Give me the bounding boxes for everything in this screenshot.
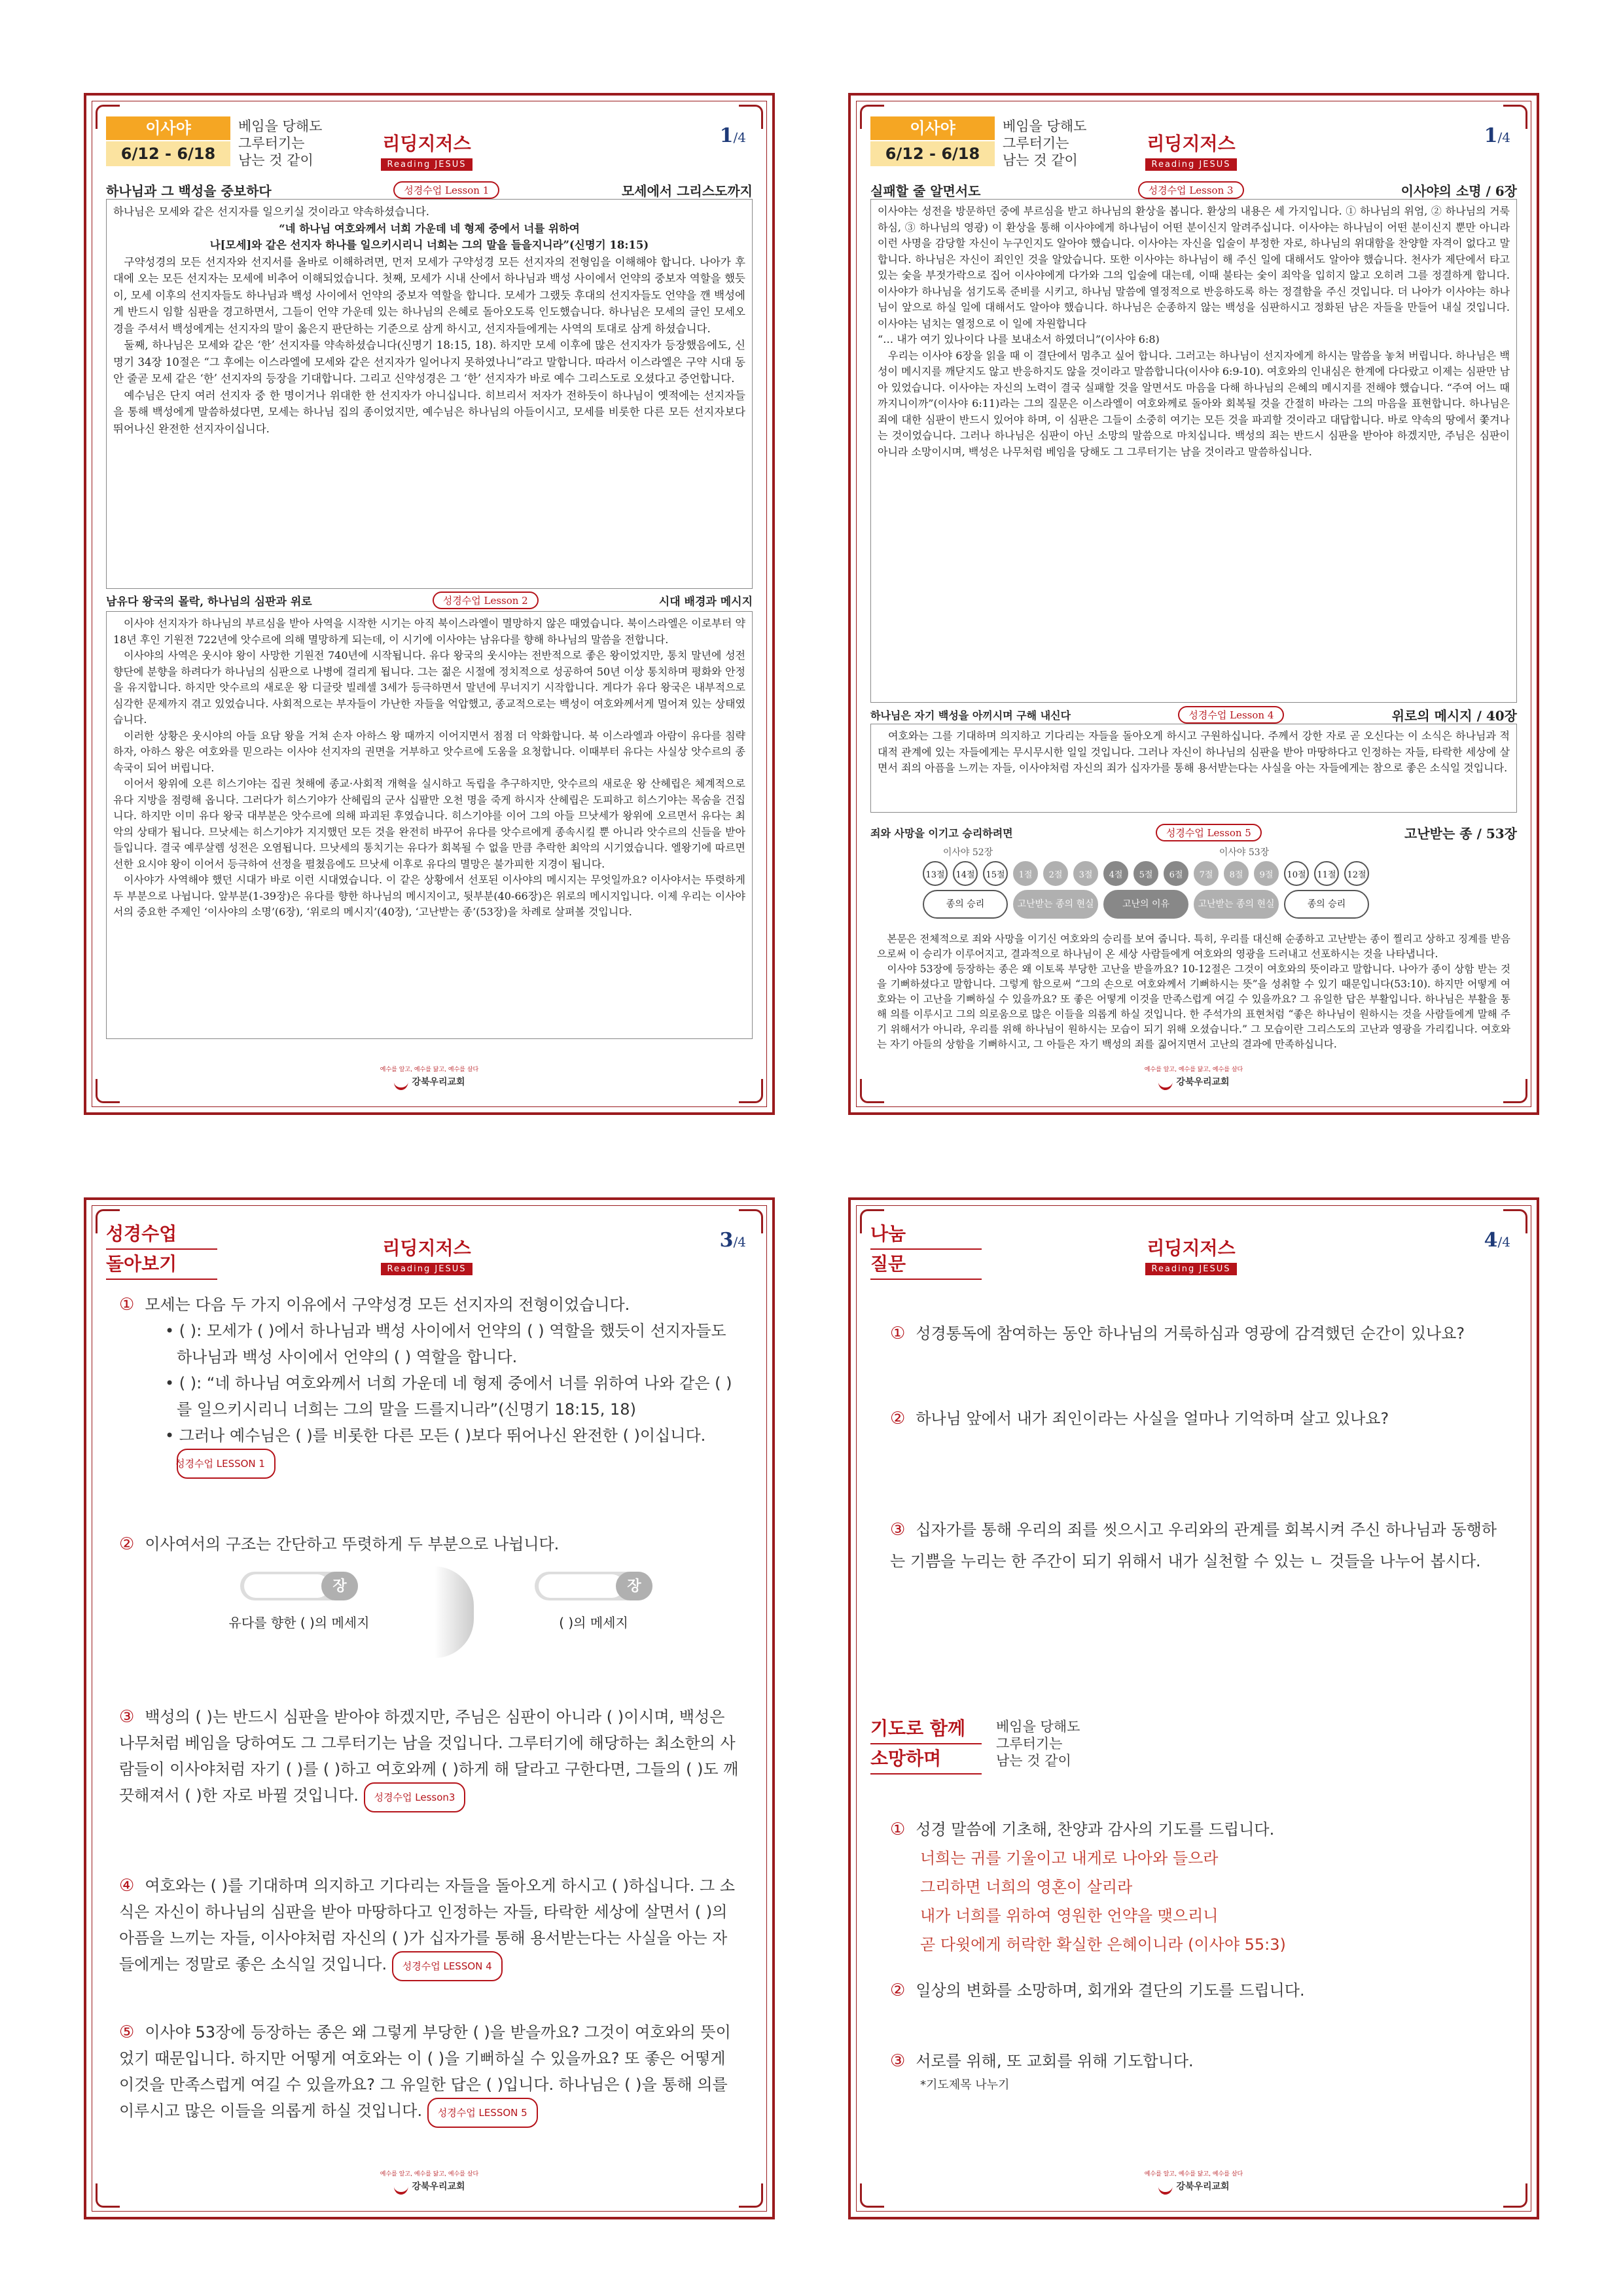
scripture-quote: “… 내가 여기 있나이다 나를 보내소서 하였더니”(이사야 6:8) — [878, 333, 1160, 345]
date-tag: 6/12 - 6/18 — [106, 141, 230, 166]
section-subheading: 위로의 메시지 / 40장 — [1391, 708, 1517, 724]
brand — [374, 130, 479, 171]
brand-title: 리딩지저스 — [382, 1237, 471, 1259]
question-number: ② — [119, 1534, 135, 1554]
section-title — [870, 1714, 982, 1775]
fill-in-blank[interactable]: • ( ): “네 하나님 여호와께서 너희 가운데 네 형제 중에서 너를 위하여 나와 같은 ( )를 일으키시리니 너희는 그의 말을 드를지니라”(신명기 18:15, 18) — [165, 1374, 732, 1419]
theme-pill: 종의 승리 — [923, 890, 1008, 919]
verse-line: 그루터기는 — [1003, 135, 1069, 151]
bullet-list — [119, 1318, 740, 1479]
scripture-quote: 나[모세]와 같은 선지자 하나를 일으키시리니 너희는 그의 말을 들을지니라”(신명기 18:15) — [209, 239, 649, 251]
page-number-value: 1 — [719, 124, 734, 147]
lesson-badge: 성경수업 Lesson 3 — [1138, 181, 1244, 199]
prayer-number: ① — [890, 1820, 906, 1839]
prayer-text: 서로를 위해, 또 교회를 위해 기도합니다. — [916, 2052, 1194, 2070]
date-tag: 6/12 - 6/18 — [870, 141, 995, 166]
fill-in-blank[interactable]: • ( ): 모세가 ( )에서 하나님과 백성 사이에서 언약의 ( ) 역할을 했듯이 선지자들도 하나님과 백성 사이에서 언약의 ( ) 역할을 합니다. — [165, 1322, 726, 1366]
text-box — [106, 611, 753, 1039]
paragraph: 이사야의 사역은 웃시야 왕이 사망한 기원전 740년에 시작됩니다. 유다 왕국의 웃시야는 전반적으로 좋은 왕이었지만, 통치 말년에 성전 향단에 분향을 하려다가 하나님의 심판으로 나병에 걸리게 됩니다. 그는 젊은 시절에 정치적으로 성공하여 50년 이상 통치하며 평화와 안정을 유지합니다. 하지만 앗수르의 새로운 왕 디글랏 빌레셀 3세가 등극하면서 말년에 무너지기 시작합니다. 게다가 유다 왕국은 내부적으로 심각한 문제까지 겪고 있었습니다. 사회적으로는 부자들이 가난한 자들을 억압했고, 종교적으로는 백성이 여호와께서게 멀어져 있는 상태였습니다. — [113, 649, 745, 726]
text-box — [106, 199, 753, 589]
verse-line: 베임을 당해도 — [996, 1719, 1080, 1735]
question-text: 성경통독에 참여하는 동안 하나님의 거룩하심과 영광에 감격했던 순간이 있나요? — [916, 1324, 1465, 1343]
structure-left — [185, 1572, 414, 1631]
church-logo — [380, 2169, 478, 2197]
verse-lines — [238, 118, 322, 169]
paragraph: 이사야가 사역해야 했던 시대가 바로 이런 시대였습니다. 이 같은 상황에서 선포된 이사야의 메시지는 무엇일까요? 이사야서는 뚜렷하게 두 부분으로 나뉩니다. 앞부분(1-39장)은 유다를 향한 하나님의 메시지이고, 뒷부분(40-66장)은 위로의 메시지입니다. 이제 우리는 이사야서의 중요한 주제인 ‘이사야의 소명’(6장), ‘위로의 메시지’(40장), ‘고난받는 종’(53장)을 차례로 살펴볼 것입니다. — [113, 874, 745, 918]
verse-circle: 3절 — [1073, 861, 1098, 886]
verse-line: 남는 것 같이 — [238, 152, 313, 168]
page-number-value: 1 — [1484, 124, 1498, 147]
logo-tagline: 예수를 알고, 예수를 닮고, 예수를 살다 — [1144, 2171, 1243, 2178]
sharing-question-1 — [890, 1318, 1497, 1349]
chapter-range-field[interactable] — [535, 1572, 652, 1600]
verse-circle: 13절 — [923, 861, 948, 886]
verse-line: 남는 것 같이 — [996, 1753, 1071, 1769]
chapter-unit: 장 — [321, 1572, 358, 1600]
structure-caption: ( )의 메세지 — [559, 1615, 628, 1631]
sharing-question-3 — [890, 1514, 1497, 1577]
verse-lines — [1003, 118, 1086, 169]
verse-circle: 2절 — [1043, 861, 1068, 886]
corner-ornament — [860, 2183, 884, 2208]
page-total: /4 — [733, 1234, 746, 1250]
question-text: 십자가를 통해 우리의 죄를 씻으시고 우리와의 관계를 회복시켜 주신 하나님과 동행하는 기쁨을 누리는 한 주간이 되기 위해서 내가 실천할 수 있는 ㄴ 것들을 나누어 봅시다. — [890, 1521, 1497, 1570]
chapter-unit: 장 — [616, 1572, 652, 1600]
chapter-range-field[interactable] — [240, 1572, 358, 1600]
review-question-4 — [119, 1873, 740, 1981]
logo-tagline: 예수를 알고, 예수를 닮고, 예수를 살다 — [1144, 1067, 1243, 1073]
prayer-number: ② — [890, 1981, 906, 2000]
section-subheading: 고난받는 종 / 53장 — [1404, 826, 1517, 841]
verse-circle: 12절 — [1344, 861, 1369, 886]
question-text[interactable]: 여호와는 ( )를 기대하며 의지하고 기다리는 자들을 돌아오게 하시고 ( )하십니다. 그 소식은 자신이 하나님의 심판을 받아 마땅하다고 인정하는 자들, 타락한 세상에 살면서 ( )의 아픔을 느끼는 자들, 이사야처럼 자신의 ( )가 십자가를 통해 용서받는다는 사실을 아는 자들에게는 정말로 좋은 소식일 것입니다. — [119, 1877, 736, 1973]
paragraph: 본문은 전체적으로 죄와 사망을 이기신 여호와의 승리를 보여 줍니다. 특히, 우리를 대신해 순종하고 고난받는 종이 찔리고 상하고 징계를 받음으로써 이 승리가 이루어지고, 결과적으로 하나님이 온 세상 사람들에게 여호와의 영광을 드러내고 선포하시는 것을 나타냅니다. — [877, 933, 1510, 960]
logo-name: 강북우리교회 — [1176, 2181, 1230, 2192]
logo-name: 강북우리교회 — [412, 1077, 465, 1087]
lesson-badge: 성경수업 Lesson 2 — [433, 592, 539, 609]
verse-circle: 11절 — [1314, 861, 1339, 886]
verse-line: 남는 것 같이 — [1003, 152, 1078, 168]
corner-ornament — [96, 2183, 120, 2208]
paragraph: 여호와는 그를 기대하며 의지하고 기다리는 자들을 돌아오게 하시고 구원하십니다. 주께서 강한 자로 곧 오신다는 이 소식은 하나님과 적대적 관계에 있는 자들에게는 무시무시한 일일 것입니다. 그러나 자신이 하나님의 심판을 받아 마땅하다고 인정하는 자들, 타락한 세상에 살면서 죄의 아픔을 느끼는 자들, 이사야처럼 자신의 죄가 십자가를 통해 용서받는다는 사실을 아는 자들에게는 참으로 좋은 소식일 것입니다. — [878, 730, 1510, 774]
section-heading: 하나님과 그 백성을 중보하다 — [106, 183, 272, 199]
divider-arc — [435, 1566, 474, 1658]
theme-pill: 종의 승리 — [1284, 890, 1369, 919]
brand-subtitle: Reading JESUS — [1145, 1263, 1238, 1275]
lesson-badge: 성경수업 Lesson3 — [364, 1782, 466, 1812]
logo-mark-icon — [393, 1073, 408, 1090]
page-3 — [84, 1197, 775, 2219]
page-number — [1484, 1229, 1510, 1252]
review-question-1 — [119, 1292, 740, 1479]
blank-field[interactable] — [539, 1574, 624, 1598]
scripture-line: 곧 다윗에게 허락한 확실한 은혜이니라 (이사야 55:3) — [920, 1935, 1286, 1954]
logo-tagline: 예수를 알고, 예수를 닮고, 예수를 살다 — [380, 2171, 479, 2178]
corner-ornament — [739, 1079, 763, 1103]
corner-ornament — [1503, 2183, 1527, 2208]
section-title — [870, 1220, 982, 1280]
chapter-label: 이사야 53장 — [1219, 847, 1270, 858]
section-heading: 하나님은 자기 백성을 아끼시며 구해 내신다 — [870, 709, 1071, 722]
page-total: /4 — [733, 130, 746, 145]
page-total: /4 — [1497, 130, 1510, 145]
prayer-1 — [890, 1815, 1504, 1959]
question-number: ③ — [119, 1707, 135, 1727]
page-number — [1484, 124, 1510, 147]
page-number — [720, 1229, 746, 1252]
prayer-scripture — [890, 1844, 1504, 1959]
prayer-number: ③ — [890, 2051, 906, 2071]
verse-circle: 1절 — [1013, 861, 1038, 886]
paragraph: 이사야 53장에 등장하는 종은 왜 이토록 부당한 고난을 받을까요? 10-12절은 그것이 여호와의 뜻이라고 말합니다. 나아가 종이 상함 받는 것을 기뻐하셨다고 말합니다. 그렇게 함으로써 “그의 손으로 여호와께서 기뻐하시는 뜻”을 성취할 수 있기 때문입니다(53:10). 하지만 어떻게 여호와는 이 고난을 기뻐하실 수 있을까요? 또 좋은 어떻게 이것을 만족스럽게 여길 수 있을까요? 그 유일한 답은 부활입니다. 하나님은 부활을 통해 의를 이루시고 그의 의로움으로 많은 이들을 의롭게 하실 것입니다. 한 주석가의 표현처럼 “좋은 하나님이 원하시는 것을 사람들에게 말해 주기 위해서가 아니라, 우리를 위해 하나님이 원하시는 모습이 되기 위해 오셨습니다.” 그 모습이란 그리스도의 고난과 영광을 가리킵니다. 여호와는 자기 아들의 상함을 기뻐하시고, 그 아들은 자기 백성의 죄를 짊어지면서 고난의 결과에 만족하십니다. — [877, 963, 1510, 1050]
fill-in-text: • 그러나 예수님은 ( )를 비롯한 다른 모든 ( )보다 뛰어나신 완전한 ( )이십니다. — [165, 1426, 706, 1445]
section-title-line: 성경수업 — [106, 1220, 217, 1250]
page-number-value: 4 — [1484, 1229, 1498, 1252]
lesson-badge: 성경수업 LESSON 1 — [177, 1449, 276, 1479]
logo-name: 강북우리교회 — [1176, 1077, 1230, 1087]
question-text: 이사여서의 구조는 간단하고 뚜렷하게 두 부분으로 나뉩니다. — [145, 1535, 560, 1553]
question-number: ⑤ — [119, 2022, 135, 2042]
scripture-quote: “네 하나님 여호와께서 너희 가운데 네 형제 중에서 너를 위하여 — [279, 222, 580, 235]
theme-pill: 고난받는 종의 현실 — [1194, 890, 1279, 919]
question-number: ① — [890, 1324, 906, 1343]
logo-tagline: 예수를 알고, 예수를 닮고, 예수를 살다 — [380, 1067, 479, 1073]
section-header — [870, 823, 1517, 842]
lesson-badge: 성경수업 Lesson 4 — [1178, 706, 1284, 724]
section-title-line: 소망하며 — [870, 1744, 982, 1775]
review-question-3 — [119, 1704, 740, 1812]
page-number — [720, 124, 746, 147]
question-number: ① — [119, 1295, 135, 1315]
question-text: 모세는 다음 두 가지 이유에서 구약성경 모든 선지자의 전형이었습니다. — [145, 1296, 630, 1314]
paragraph: 이어서 왕위에 오른 히스기야는 집권 첫해에 종교·사회적 개혁을 실시하고 독립을 추구하지만, 앗수르의 새로운 왕 산헤립은 체계적으로 유다 지방을 점령해 옵니다. 그러다가 히스기야가 산헤립의 군사 십팔만 오천 명을 죽게 하시자 산헤립은 도피하고 히스기야는 목숨을 건집니다. 하지만 이미 유다 왕국 대부분은 앗수르에 의해 파괴된 후였습니다. 히스기야를 이어 그의 아들 므낫세가 왕위에 오르면서 유다는 최악의 상태가 됩니다. 므낫세는 히스기야가 지지했던 모든 것을 완전히 바꾸어 유다를 앗수르에게 종속시킬 뿐 아니라 앗수르의 신들을 받아들입니다. 결국 예루살렘 성전은 오염됩니다. 므낫세의 통치기는 유다가 회복될 수 없을 만큼 추락한 최악의 시기였습니다. 엘왕기에 따르면 선한 요시야 왕이 이어서 등극하여 선정을 펼쳤음에도 므낫세 이후로 유다의 멸망은 불가피한 지경이 됩니다. — [113, 777, 745, 870]
chapter-structure-diagram — [923, 845, 1472, 919]
brand-subtitle: Reading JESUS — [381, 158, 473, 171]
brand — [1139, 130, 1243, 171]
logo-mark-icon — [393, 2178, 408, 2195]
chapter-label: 이사야 52장 — [942, 847, 993, 858]
paragraph: 구약성경의 모든 선지자와 선지서를 올바로 이해하려면, 먼저 모세가 구약성경 모든 선지자의 전형임을 이해해야 합니다. 나아가 후대에 오는 모든 선지자는 모세에 비추어 이해되었습니다. 첫째, 모세가 시내 산에서 하나님과 백성 사이에서 언약의 중보자 역할을 했듯이, 모세 이후의 선지자들도 하나님과 백성 사이에서 언약의 중보자 역할을 합니다. 모세가 그랬듯 후대의 선지자들도 언약을 깬 백성에게 반드시 임할 심판을 경고하면서, 그들이 언약 가운데 있는 하나님의 은혜로 돌아오도록 인도했습니다. 하나님은 모세의 글인 모세오경을 주셔서 백성에게는 선지자의 말이 옳은지 판단하는 기준으로 삼게 하시고, 선지자들에게는 사역의 토대로 삼게 하셨습니다. — [113, 255, 745, 335]
lesson-badge: 성경수업 LESSON 5 — [427, 2098, 538, 2128]
brand — [374, 1234, 479, 1275]
theme-pill: 고난받는 종의 현실 — [1013, 890, 1098, 919]
verse-lines — [996, 1718, 1080, 1769]
church-logo — [1145, 2169, 1243, 2197]
section-subheading: 이사야의 소명 / 6장 — [1400, 183, 1517, 199]
verse-line: 그루터기는 — [238, 135, 305, 151]
verse-circle: 5절 — [1133, 861, 1158, 886]
scripture-line: 내가 너희를 위하여 영원한 언약을 맺으리니 — [920, 1907, 1219, 1925]
structure-caption: 유다를 향한 ( )의 메세지 — [228, 1615, 370, 1631]
theme-pill: 고난의 이유 — [1103, 890, 1188, 919]
verse-circle: 6절 — [1164, 861, 1188, 886]
question-text[interactable]: 이사야 53장에 등장하는 종은 왜 그렇게 부당한 ( )을 받을까요? 그것이 여호와의 뜻이었기 때문입니다. 하지만 어떻게 여호와는 이 ( )을 기뻐하실 수 있을까요? 또 좋은 어떻게 이것을 만족스럽게 여길 수 있을까요? 그 유일한 답은 ( )입니다. 하나님은 ( )을 통해 의를 이루시고 많은 이들을 의롭게 하실 것입니다. — [119, 2023, 731, 2120]
prayer-2 — [890, 1976, 1504, 2005]
verse-circle: 15절 — [983, 861, 1008, 886]
paragraph: 이사야 선지자가 하나님의 부르심을 받아 사역을 시작한 시기는 아직 북이스라엘이 멸망하지 않은 때였습니다. 북이스라엘은 이로부터 약 18년 후인 기원전 722년에 앗수르에 의해 멸망하게 되는데, 이 시기에 이사야는 남유다를 향해 하나님의 말씀을 전합니다. — [113, 617, 745, 646]
question-text[interactable]: 백성의 ( )는 반드시 심판을 받아야 하겠지만, 주님은 심판이 아니라 ( )이시며, 백성은 나무처럼 베임을 당하여도 그 그루터기는 남을 것입니다. 그루터기에 해당하는 최소한의 사람들이 이사야처럼 자기 ( )를 ( )하고 여호와께 ( )하게 해 달라고 구한다면, 그들의 ( )도 깨끗해져서 ( )한 자로 바뀔 것입니다. — [119, 1708, 739, 1805]
section-title-line: 돌아보기 — [106, 1250, 217, 1280]
sharing-question-2 — [890, 1403, 1497, 1434]
brand-title: 리딩지저스 — [382, 133, 471, 154]
section-heading: 죄와 사망을 이기고 승리하려면 — [870, 827, 1013, 839]
verse-circle: 8절 — [1224, 861, 1249, 886]
church-logo — [380, 1065, 478, 1093]
prayer-text: 일상의 변화를 소망하며, 회개와 결단의 기도를 드립니다. — [916, 1981, 1305, 2000]
section-title — [106, 1220, 217, 1280]
section-header — [870, 181, 1517, 200]
lesson-badge: 성경수업 Lesson 1 — [393, 181, 499, 199]
section-subheading: 시대 배경과 메시지 — [658, 595, 753, 609]
question-number: ③ — [890, 1520, 906, 1540]
verse-line: 그루터기는 — [996, 1736, 1063, 1752]
church-logo — [1145, 1065, 1243, 1093]
lesson-badge: 성경수업 LESSON 4 — [392, 1951, 503, 1981]
question-number: ④ — [119, 1876, 135, 1896]
logo-name: 강북우리교회 — [412, 2181, 465, 2192]
fill-in-blank[interactable] — [165, 1422, 740, 1479]
brand-subtitle: Reading JESUS — [1145, 158, 1238, 171]
verse-circle: 9절 — [1254, 861, 1279, 886]
question-text: 하나님 앞에서 내가 죄인이라는 사실을 얼마나 기억하며 살고 있나요? — [916, 1409, 1389, 1428]
scripture-line: 너희는 귀를 기울이고 내게로 나아와 들으라 — [920, 1849, 1219, 1867]
section-title-line: 질문 — [870, 1250, 982, 1280]
text-box — [870, 199, 1517, 703]
paragraph: 둘째, 하나님은 모세와 같은 ‘한’ 선지자를 약속하셨습니다(신명기 18:15, 18). 하지만 모세 이후에 많은 선지자가 등장했음에도, 신명기 34장 10절은 “그 후에는 이스라엘에 모세와 같은 선지자가 일어나지 못하였나니”라고 말합니다. 따라서 이스라엘은 구약 시대 동안 줄곧 모세 같은 ‘한’ 선지자의 등장을 기대합니다. 그리고 신약성경은 그 ‘한’ 선지자가 바로 예수 그리스도로 오셨다고 증언합니다. — [113, 339, 745, 385]
logo-mark-icon — [1158, 2178, 1172, 2195]
prayer-3 — [890, 2047, 1504, 2095]
paragraph: 이사야는 성전을 방문하던 중에 부르심을 받고 하나님의 환상을 봅니다. 환상의 내용은 세 가지입니다. ① 하나님의 위엄, ② 하나님의 거룩하심, ③ 하나님의 영광) 이 환상을 통해 이사야에게 하나님이 어떤 분이신지 알려주십니다. 이사야는 하나님이 어떤 분이신지 뿐만 아니라 이런 사명을 감당할 자신이 누구인지도 알아야 했습니다. 이사야는 자신을 입술이 부정한 자로, 하나님의 위대함을 찬양할 자격이 없다고 말합니다. 하나님은 자신이 죄인인 것을 알았습니다. 또한 이사야는 하나님이 해 주신 일에 대해서도 알아야 했습니다. 천사가 제단에서 타고 있는 숯을 부젓가락으로 집어 이사야에게 다가와 그의 입술에 대는데, 이때 불타는 숯이 죄악을 입히지 않고 오히려 그를 정결하게 합니다. 이사야가 하나님을 섬기도록 준비를 시키고, 하나님 말씀에 열정적으로 반응하도록 하는 정결함을 주신 것입니다. 더 나아가 이사야는 하나님이 앞으로 하실 일에 대해서도 알아야 했습니다. 하나님은 순종하지 않는 백성을 심판하시고 정화된 남은 자들을 만들어 내실 것입니다. 이사야는 넘치는 열정으로 이 일에 자원합니다 — [878, 205, 1510, 330]
section-header — [870, 705, 1517, 724]
brand-title: 리딩지저스 — [1147, 1237, 1236, 1259]
page-number-value: 3 — [719, 1229, 734, 1252]
paragraph: 하나님은 모세와 같은 선지자를 일으키실 것이라고 약속하셨습니다. — [113, 205, 430, 218]
verse-circle: 7절 — [1194, 861, 1219, 886]
prayer-note: *기도제목 나누기 — [920, 2078, 1010, 2092]
brand — [1139, 1234, 1243, 1275]
verse-circle: 10절 — [1284, 861, 1309, 886]
question-number: ② — [890, 1409, 906, 1428]
verse-line: 베임을 당해도 — [1003, 118, 1087, 134]
corner-ornament — [96, 1079, 120, 1103]
section-title-line: 기도로 함께 — [870, 1714, 982, 1744]
section-subheading: 모세에서 그리스도까지 — [621, 183, 753, 199]
brand-title: 리딩지저스 — [1147, 133, 1236, 154]
section-header — [106, 181, 753, 200]
verse-circle: 4절 — [1103, 861, 1128, 886]
text-box — [870, 724, 1517, 813]
page-total: /4 — [1497, 1234, 1510, 1250]
section-header — [106, 592, 753, 609]
section-heading: 남유다 왕국의 몰락, 하나님의 심판과 위로 — [106, 595, 312, 609]
verse-circle: 14절 — [953, 861, 978, 886]
section-heading: 실패할 줄 알면서도 — [870, 183, 981, 199]
text-box — [870, 928, 1517, 1078]
review-question-5 — [119, 2019, 740, 2128]
brand-subtitle: Reading JESUS — [381, 1263, 473, 1275]
corner-ornament — [860, 1079, 884, 1103]
page-1 — [84, 93, 775, 1115]
prayer-text: 성경 말씀에 기초해, 찬양과 감사의 기도를 드립니다. — [916, 1820, 1275, 1839]
book-tag: 이사야 — [870, 116, 995, 140]
paragraph: 이러한 상황은 웃시야의 아들 요담 왕을 거쳐 손자 아하스 왕 때까지 이어지면서 점점 더 악화합니다. 북 이스라엘과 아람이 유다를 침략하자, 아하스 왕은 여호와를 믿으라는 이사야 선지자의 권면을 거부하고 앗수르에 도움을 요청합니다. 이때부터 유다는 사실상 앗수르의 종속국이 되어 버립니다. — [113, 729, 745, 774]
section-title-line: 나눔 — [870, 1220, 982, 1250]
scripture-line: 그리하면 너희의 영혼이 살리라 — [920, 1878, 1133, 1896]
verse-row — [923, 861, 1472, 886]
corner-ornament — [1503, 1079, 1527, 1103]
theme-row — [923, 890, 1472, 919]
structure-right — [479, 1572, 708, 1631]
page-2 — [848, 93, 1539, 1115]
page-4 — [848, 1197, 1539, 2219]
lesson-badge: 성경수업 Lesson 5 — [1156, 824, 1262, 841]
book-tag: 이사야 — [106, 116, 230, 140]
blank-field[interactable] — [244, 1574, 329, 1598]
logo-mark-icon — [1158, 1073, 1172, 1090]
paragraph: 예수님은 단지 여러 선지자 중 한 명이거나 위대한 한 선지자가 아니십니다. 히브리서 저자가 전하듯이 하나님이 옛적에는 선지자들을 통해 백성에게 말씀하셨다면, 모세는 하나님 집의 종이었지만, 예수님은 하나님의 아들이시고, 모세를 비롯한 다른 모든 선지자보다 뛰어나신 완전한 선지자이십니다. — [113, 389, 745, 435]
verse-line: 베임을 당해도 — [238, 118, 323, 134]
review-question-2 — [119, 1531, 740, 1557]
corner-ornament — [739, 2183, 763, 2208]
paragraph: 우리는 이사야 6장을 읽을 때 이 결단에서 멈추고 싶어 합니다. 그러고는 하나님이 선지자에게 하시는 말씀을 놓쳐 버립니다. 하나님은 백성이 메시지를 깨닫지도 않고 반응하지도 않을 것이라고 말씀합니다(이사야 6:9-10). 여호와의 인내심은 한계에 다다랐고 이제는 심판만 남아 있었습니다. 이사야는 자신의 노력이 결국 실패할 것을 알면서도 마음을 다해 하나님의 은혜의 메시지를 전해야 했습니다. “주여 어느 때까지니이까”(이사야 6:11)라는 그의 질문은 이스라엘이 여호와께로 돌아와 회복될 것을 간절히 바라는 그의 마음을 표현합니다. 하나님은 죄에 대한 심판이 반드시 있어야 하며, 이 심판은 그들이 소중히 여기는 모든 것을 파괴할 것이라고 대답합니다. 바로 약속의 땅에서 쫓겨나는 것이었습니다. 그러나 하나님은 심판이 아닌 소망의 말씀으로 마치십니다. 백성의 죄는 반드시 심판을 받아야 하겠지만, 주님은 심판이 아니라 소망이시며, 백성은 나무처럼 베임을 당해도 그 그루터기는 남을 것이라고 말씀하십니다. — [878, 349, 1510, 458]
